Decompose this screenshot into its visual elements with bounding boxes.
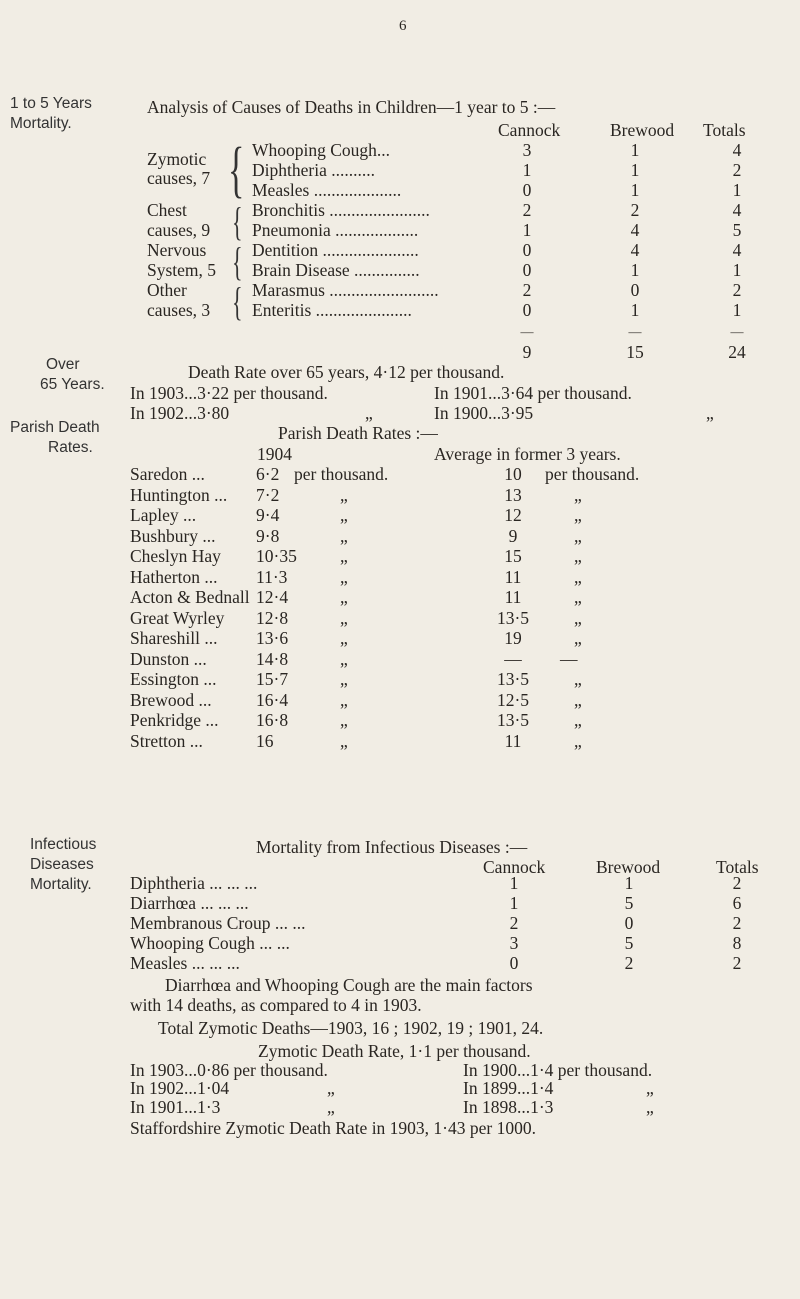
parish-name: Shareshill ... xyxy=(130,628,218,648)
disease-label: Measles ... ... ... xyxy=(130,953,240,973)
parish-name: Stretton ... xyxy=(130,731,203,751)
parish-rate-1904: 14·8 xyxy=(256,649,289,669)
parish-average: 11 xyxy=(504,567,522,587)
ditto-mark: „ xyxy=(706,403,714,423)
infectious-title: Mortality from Infectious Diseases :— xyxy=(256,837,528,857)
parish-rate-1904: 10·35 xyxy=(256,546,297,566)
brace: { xyxy=(232,199,243,244)
parish-average: 11 xyxy=(504,731,522,751)
parish-rate-1904: 11·3 xyxy=(256,567,288,587)
parish-rate-1904: 16·8 xyxy=(256,710,289,730)
parish-rate-1904: 12·8 xyxy=(256,608,289,628)
sidenote-over-65 xyxy=(40,355,105,395)
zymotic-1899: In 1899...1·4 xyxy=(463,1078,554,1098)
cause-label: Measles .................... xyxy=(252,180,402,200)
ditto-mark: „ xyxy=(574,710,582,730)
grand-total: 24 xyxy=(728,342,746,362)
cannock-value: 2 xyxy=(509,913,519,933)
sum-rule: — xyxy=(628,324,642,339)
disease-label: Diphtheria ... ... ... xyxy=(130,873,258,893)
cause-label: Dentition ...................... xyxy=(252,240,419,260)
cause-label: Marasmus ......................... xyxy=(252,280,439,300)
cannock-value: 0 xyxy=(522,240,532,260)
note-line: Diarrhœa and Whooping Cough are the main factors xyxy=(165,975,533,995)
cause-label: Enteritis ...................... xyxy=(252,300,412,320)
zymotic-1898: In 1898...1·3 xyxy=(463,1097,554,1117)
cannock-value: 1 xyxy=(522,220,532,240)
brewood-value: 0 xyxy=(624,913,634,933)
ditto-mark: „ xyxy=(365,403,373,423)
parish-name: Saredon ... xyxy=(130,464,205,484)
ditto-mark: „ xyxy=(327,1097,335,1117)
zymotic-1901: In 1901...1·3 xyxy=(130,1097,221,1117)
sidenote-parish-death-rates xyxy=(10,418,100,458)
parish-average: 13·5 xyxy=(496,608,530,628)
ditto-mark: „ xyxy=(574,526,582,546)
parish-name: Essington ... xyxy=(130,669,217,689)
parish-title: Parish Death Rates :— xyxy=(278,423,438,443)
cause-label: Diphtheria .......... xyxy=(252,160,375,180)
brace: { xyxy=(232,239,243,284)
group-label-line: causes, 9 xyxy=(147,220,211,240)
cannock-value: 2 xyxy=(522,200,532,220)
parish-rate-1904: 7·2 xyxy=(256,485,280,505)
over65-1900: In 1900...3·95 xyxy=(434,403,534,423)
totals-value: 2 xyxy=(732,160,742,180)
ditto-mark: „ xyxy=(340,669,348,689)
brewood-total: 15 xyxy=(626,342,644,362)
parish-name: Great Wyrley xyxy=(130,608,225,628)
ditto-mark: „ xyxy=(327,1078,335,1098)
cannock-value: 1 xyxy=(509,873,519,893)
ditto-mark: „ xyxy=(340,731,348,751)
sidenote-line: 1 to 5 Years xyxy=(10,95,92,112)
brewood-value: 5 xyxy=(624,893,634,913)
group-label-chest xyxy=(147,200,210,240)
ditto-mark: „ xyxy=(646,1078,654,1098)
parish-name: Bushbury ... xyxy=(130,526,216,546)
cannock-total: 9 xyxy=(522,342,532,362)
ditto-mark: „ xyxy=(574,628,582,648)
cannock-value: 0 xyxy=(522,260,532,280)
brewood-value: 1 xyxy=(630,300,640,320)
cause-label: Whooping Cough... xyxy=(252,140,391,160)
group-label-line: Zymotic xyxy=(147,149,207,169)
totals-value: 5 xyxy=(732,220,742,240)
brewood-value: 4 xyxy=(630,240,640,260)
page-number: 6 xyxy=(399,18,407,34)
sum-rule: — xyxy=(730,324,744,339)
ditto-mark: „ xyxy=(340,628,348,648)
parish-rate-1904: 15·7 xyxy=(256,669,289,689)
parish-name: Huntington ... xyxy=(130,485,228,505)
sum-rule: — xyxy=(520,324,534,339)
totals-value: 1 xyxy=(732,260,742,280)
ditto-mark: „ xyxy=(574,608,582,628)
column-header-average: Average in former 3 years. xyxy=(434,444,621,464)
brewood-value: 4 xyxy=(630,220,640,240)
cause-label: Pneumonia ................... xyxy=(252,220,419,240)
parish-rate-1904: 9·8 xyxy=(256,526,280,546)
total-zymotic-deaths: Total Zymotic Deaths—1903, 16 ; 1902, 19 ; 1901, 24. xyxy=(158,1018,544,1038)
brace: { xyxy=(232,279,243,324)
parish-rate-1904: 13·6 xyxy=(256,628,289,648)
sidenote-line: Mortality. xyxy=(30,876,92,893)
zymotic-1900: In 1900...1·4 per thousand. xyxy=(463,1060,653,1080)
parish-name: Acton & Bednall xyxy=(130,587,250,607)
brace: { xyxy=(228,136,245,204)
group-label-other xyxy=(147,280,210,320)
group-label-line: causes, 3 xyxy=(147,300,211,320)
column-header-cannock: Cannock xyxy=(498,120,561,140)
sidenote-line: Infectious xyxy=(30,836,97,853)
column-header-1904: 1904 xyxy=(257,444,292,464)
brewood-value: 1 xyxy=(624,873,634,893)
parish-average: 12 xyxy=(504,505,522,525)
ditto-mark: „ xyxy=(340,649,348,669)
cannock-value: 0 xyxy=(509,953,519,973)
unit-label: per thousand. xyxy=(545,464,640,484)
sidenote-infectious-mortality xyxy=(30,835,96,895)
ditto-mark: „ xyxy=(574,731,582,751)
over65-1902: In 1902...3·80 xyxy=(130,403,230,423)
parish-average: 19 xyxy=(504,628,522,648)
parish-name: Dunston ... xyxy=(130,649,207,669)
parish-average: 10 xyxy=(504,464,522,484)
ditto-mark: „ xyxy=(340,485,348,505)
parish-name: Hatherton ... xyxy=(130,567,218,587)
parish-average: 12·5 xyxy=(496,690,530,710)
cause-label: Brain Disease ............... xyxy=(252,260,420,280)
cannock-value: 2 xyxy=(522,280,532,300)
brewood-value: 2 xyxy=(630,200,640,220)
disease-label: Membranous Croup ... ... xyxy=(130,913,306,933)
brewood-value: 1 xyxy=(630,160,640,180)
disease-label: Diarrhœa ... ... ... xyxy=(130,893,249,913)
column-header-totals: Totals xyxy=(703,120,746,140)
parish-name: Cheslyn Hay xyxy=(130,546,221,566)
ditto-mark: „ xyxy=(574,587,582,607)
cannock-value: 1 xyxy=(509,893,519,913)
cannock-value: 1 xyxy=(522,160,532,180)
sidenote-line: Diseases xyxy=(30,856,94,873)
ditto-mark: „ xyxy=(574,669,582,689)
over65-1903: In 1903...3·22 per thousand. xyxy=(130,383,328,403)
parish-average: 15 xyxy=(504,546,522,566)
ditto-mark: „ xyxy=(574,690,582,710)
brewood-value: 5 xyxy=(624,933,634,953)
over65-1901: In 1901...3·64 per thousand. xyxy=(434,383,632,403)
brewood-value: 1 xyxy=(630,180,640,200)
zymotic-1903: In 1903...0·86 per thousand. xyxy=(130,1060,328,1080)
brewood-value: 2 xyxy=(624,953,634,973)
ditto-mark: „ xyxy=(574,567,582,587)
zymotic-1902: In 1902...1·04 xyxy=(130,1078,230,1098)
parish-average: 13 xyxy=(504,485,522,505)
parish-name: Brewood ... xyxy=(130,690,212,710)
cause-label: Bronchitis ....................... xyxy=(252,200,430,220)
totals-value: 4 xyxy=(732,240,742,260)
parish-average: 9 xyxy=(508,526,518,546)
group-label-line: System, 5 xyxy=(147,260,217,280)
group-label-zymotic xyxy=(147,150,210,188)
ditto-mark: „ xyxy=(340,505,348,525)
cannock-value: 0 xyxy=(522,180,532,200)
parish-average-dash: — xyxy=(560,649,578,669)
totals-value: 1 xyxy=(732,300,742,320)
unit-label: per thousand. xyxy=(294,464,389,484)
brewood-value: 1 xyxy=(630,260,640,280)
column-header-brewood: Brewood xyxy=(610,120,675,140)
ditto-mark: „ xyxy=(340,608,348,628)
ditto-mark: „ xyxy=(646,1097,654,1117)
ditto-mark: „ xyxy=(340,587,348,607)
ditto-mark: „ xyxy=(574,505,582,525)
totals-value: 2 xyxy=(732,953,742,973)
sidenote-line: Parish Death xyxy=(10,419,100,436)
sidenote-line: 65 Years. xyxy=(40,376,105,393)
disease-label: Whooping Cough ... ... xyxy=(130,933,290,953)
staffordshire-rate: Staffordshire Zymotic Death Rate in 1903, 1·43 per 1000. xyxy=(130,1118,536,1138)
ditto-mark: „ xyxy=(340,567,348,587)
ditto-mark: „ xyxy=(340,546,348,566)
cannock-value: 0 xyxy=(522,300,532,320)
totals-value: 2 xyxy=(732,913,742,933)
totals-value: 4 xyxy=(732,140,742,160)
brewood-value: 0 xyxy=(630,280,640,300)
parish-average: 13·5 xyxy=(496,669,530,689)
cannock-value: 3 xyxy=(509,933,519,953)
totals-value: 2 xyxy=(732,280,742,300)
sidenote-line: Mortality. xyxy=(10,115,72,132)
ditto-mark: „ xyxy=(574,546,582,566)
parish-average: 11 xyxy=(504,587,522,607)
zymotic-death-rate: Zymotic Death Rate, 1·1 per thousand. xyxy=(258,1041,531,1061)
ditto-mark: „ xyxy=(340,710,348,730)
totals-value: 1 xyxy=(732,180,742,200)
sidenote-line: Rates. xyxy=(48,439,93,456)
group-label-line: Other xyxy=(147,280,187,300)
parish-rate-1904: 9·4 xyxy=(256,505,280,525)
column-header-brewood: Brewood xyxy=(596,857,661,877)
parish-average: 13·5 xyxy=(496,710,530,730)
ditto-mark: „ xyxy=(340,526,348,546)
totals-value: 6 xyxy=(732,893,742,913)
parish-average: — xyxy=(504,649,522,669)
over65-death-rate: Death Rate over 65 years, 4·12 per thousand. xyxy=(188,362,505,382)
brewood-value: 1 xyxy=(630,140,640,160)
group-label-line: Nervous xyxy=(147,240,207,260)
parish-rate-1904: 6·2 xyxy=(256,464,280,484)
group-label-nervous xyxy=(147,240,216,280)
group-label-line: causes, 7 xyxy=(147,168,211,188)
parish-rate-1904: 16·4 xyxy=(256,690,289,710)
parish-rate-1904: 16 xyxy=(256,731,274,751)
column-header-totals: Totals xyxy=(716,857,759,877)
children-table-heading: Analysis of Causes of Deaths in Children—1 year to 5 :— xyxy=(147,97,556,117)
totals-value: 2 xyxy=(732,873,742,893)
note-line: with 14 deaths, as compared to 4 in 1903. xyxy=(130,995,422,1015)
column-header-cannock: Cannock xyxy=(483,857,546,877)
totals-value: 4 xyxy=(732,200,742,220)
group-label-line: Chest xyxy=(147,200,187,220)
parish-rate-1904: 12·4 xyxy=(256,587,289,607)
cannock-value: 3 xyxy=(522,140,532,160)
ditto-mark: „ xyxy=(340,690,348,710)
totals-value: 8 xyxy=(732,933,742,953)
parish-name: Lapley ... xyxy=(130,505,197,525)
ditto-mark: „ xyxy=(574,485,582,505)
parish-name: Penkridge ... xyxy=(130,710,219,730)
sidenote-line: Over xyxy=(46,356,80,373)
sidenote-children-mortality xyxy=(10,94,92,134)
